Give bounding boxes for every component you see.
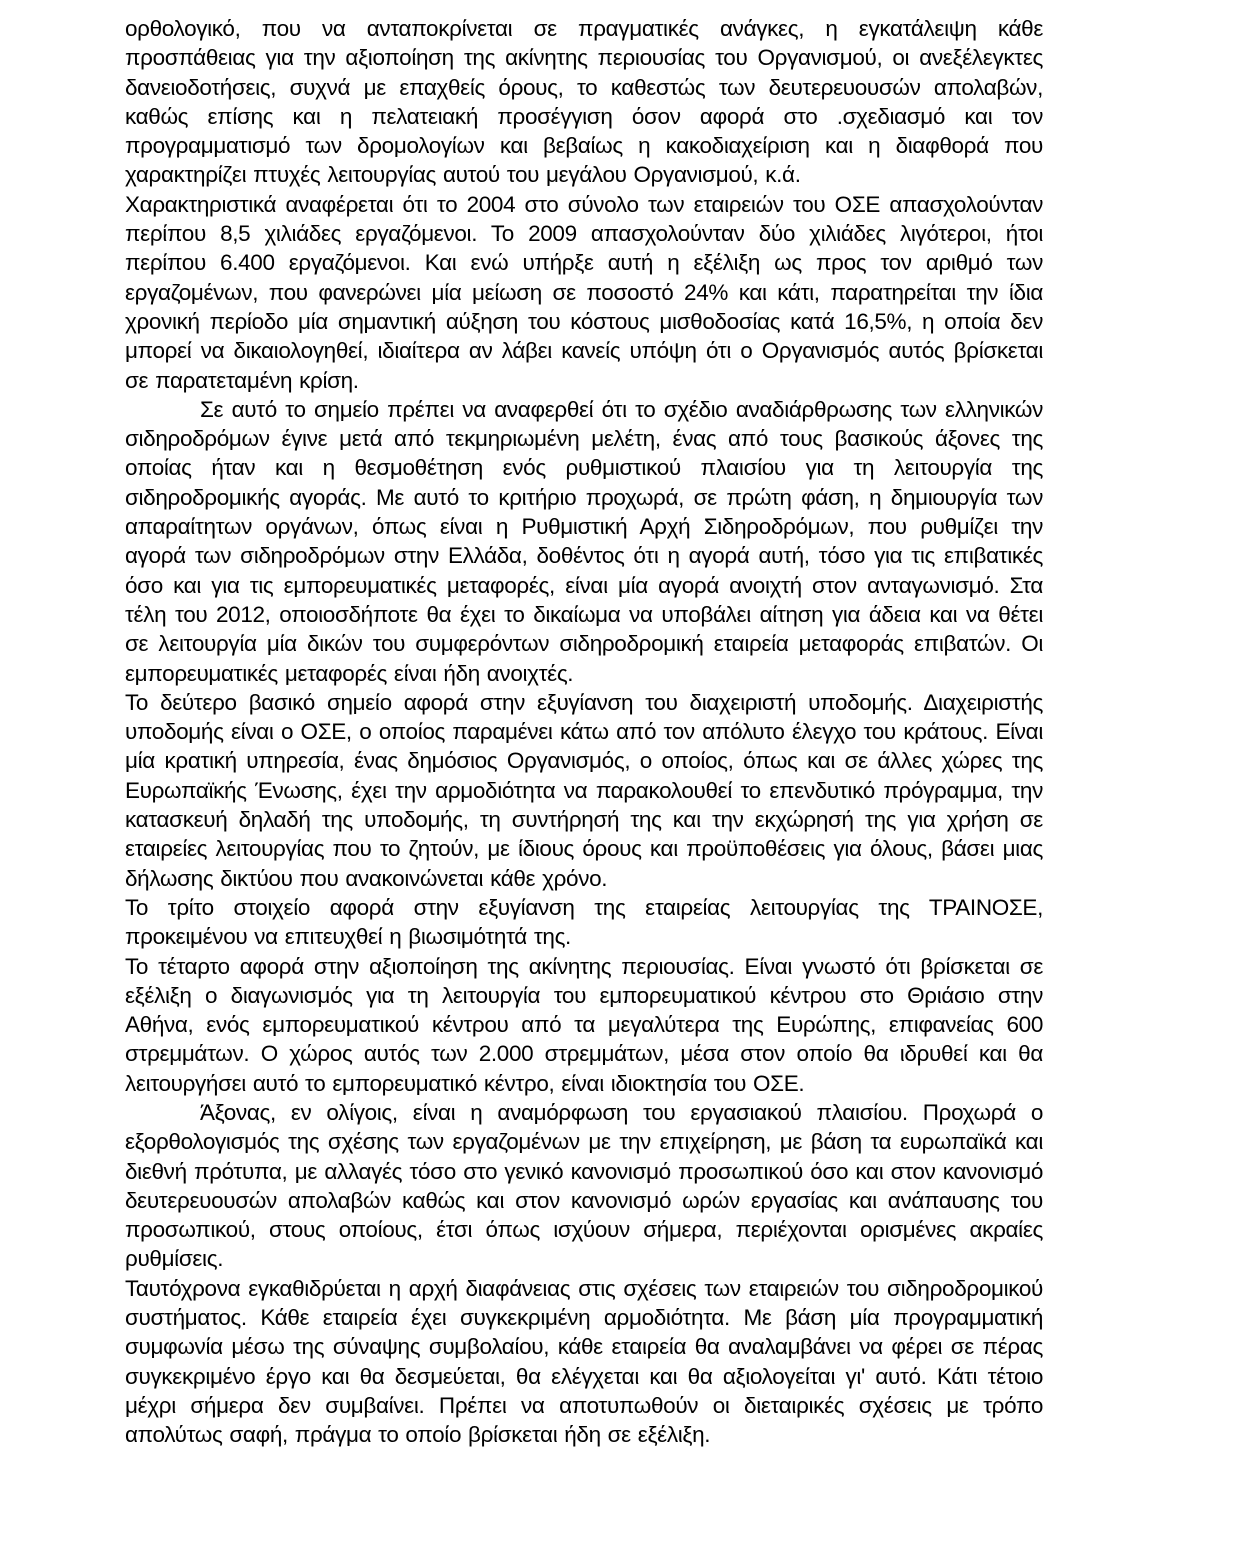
paragraph-labor-framework: Άξονας, εν ολίγοις, είναι η αναμόρφωση του εργασιακού πλαισίου. Προχωρά ο εξορθολογισμός της σχέσης των εργαζομένων με την επιχείρηση, με βάση τα ευρωπαϊκά και διεθνή πρότυπα, με αλλαγές τόσο στο γενικό κανονισμό προσωπικού όσο και στον κανονισμό δευτερευουσών απολαβών καθώς και στον κανονισμό ωρών εργασίας και ανάπαυσης του προσωπικού, στους οποίους, έτσι όπως ισχύουν σήμερα, περιέχονται ορισμένες ακραίες ρυθμίσεις.: [125, 1099, 1043, 1272]
paragraph-infrastructure-manager: Το δεύτερο βασικό σημείο αφορά στην εξυγίανση του διαχειριστή υποδομής. Διαχειριστής υποδομής είναι ο ΟΣΕ, ο οποίος παραμένει κάτω από τον απόλυτο έλεγχο του κράτους. Είναι μία κρατική υπηρεσία, ένας δημόσιος Οργανισμός, ο οποίος, όπως και σε άλλες χώρες της Ευρωπαϊκής Ένωσης, έχει την αρμοδιότητα να παρακολουθεί το επενδυτικό πρόγραμμα, την κατασκευή δηλαδή της υποδομής, τη συντήρησή της και την εκχώρησή της για χρήση σε εταιρείες λειτουργίας που το ζητούν, με ίδιους όρους και προϋποθέσεις για όλους, βάσει μιας δήλωσης δικτύου που ανακοινώνεται κάθε χρόνο.: [125, 689, 1043, 891]
document-page: [125, 14, 1043, 1450]
paragraph-continuation-ose-problems: ορθολογικό, που να ανταποκρίνεται σε πραγματικές ανάγκες, η εγκατάλειψη κάθε προσπάθειας για την αξιοποίηση της ακίνητης περιουσίας του Οργανισμού, οι ανεξέλεγκτες δανειοδοτήσεις, συχνά με επαχθείς όρους, το καθεστώς των δευτερευουσών απολαβών, καθώς επίσης και η πελατειακή προσέγγιση όσον αφορά στο .σχεδιασμό και τον προγραμματισμό των δρομολογίων και βεβαίως η κακοδιαχείριση και η διαφθορά που χαρακτηρίζει πτυχές λειτουργίας αυτού του μεγάλου Οργανισμού, κ.ά.: [125, 16, 1043, 188]
paragraph-restructuring-plan: Σε αυτό το σημείο πρέπει να αναφερθεί ότι το σχέδιο αναδιάρθρωσης των ελληνικών σιδηροδρόμων έγινε μετά από τεκμηριωμένη μελέτη, ένας από τους βασικούς άξονες της οποίας ήταν και η θεσμοθέτηση ενός ρυθμιστικού πλαισίου για τη λειτουργία της σιδηροδρομικής αγοράς. Με αυτό το κριτήριο προχωρά, σε πρώτη φάση, η δημιουργία των απαραίτητων οργάνων, όπως είναι η Ρυθμιστική Αρχή Σιδηροδρόμων, που ρυθμίζει την αγορά των σιδηροδρόμων στην Ελλάδα, δοθέντος ότι η αγορά αυτή, τόσο για τις επιβατικές όσο και για τις εμπορευματικές μεταφορές, είναι μία αγορά ανοιχτή στον ανταγωνισμό. Στα τέλη του 2012, οποιοσδήποτε θα έχει το δικαίωμα να υποβάλει αίτηση για άδεια και να θέτει σε λειτουργία μία δικών του συμφερόντων σιδηροδρομική εταιρεία μεταφοράς επιβατών. Οι εμπορευματικές μεταφορές είναι ήδη ανοιχτές.: [125, 396, 1043, 686]
paragraph-employment-figures: Χαρακτηριστικά αναφέρεται ότι το 2004 στο σύνολο των εταιρειών του ΟΣΕ απασχολούνταν περίπου 8,5 χιλιάδες εργαζόμενοι. Το 2009 απασχολούνταν δύο χιλιάδες λιγότεροι, ήτοι περίπου 6.400 εργαζόμενοι. Και ενώ υπήρξε αυτή η εξέλιξη ως προς τον αριθμό των εργαζομένων, που φανερώνει μία μείωση σε ποσοστό 24% και κάτι, παρατηρείται την ίδια χρονική περίοδο μία σημαντική αύξηση του κόστους μισθοδοσίας κατά 16,5%, η οποία δεν μπορεί να δικαιολογηθεί, ιδιαίτερα αν λάβει κανείς υπόψη ότι ο Οργανισμός αυτός βρίσκεται σε παρατεταμένη κρίση.: [125, 191, 1043, 393]
paragraph-transparency: Ταυτόχρονα εγκαθιδρύεται η αρχή διαφάνειας στις σχέσεις των εταιρειών του σιδηροδρομικού συστήματος. Κάθε εταιρεία έχει συγκεκριμένη αρμοδιότητα. Με βάση μία προγραμματική συμφωνία μέσω της σύναψης συμβολαίου, κάθε εταιρεία θα αναλαμβάνει να φέρει σε πέρας συγκεκριμένο έργο και θα δεσμεύεται, θα ελέγχεται και θα αξιολογείται γι' αυτό. Κάτι τέτοιο μέχρι σήμερα δεν συμβαίνει. Πρέπει να αποτυπωθούν οι διεταιρικές σχέσεις με τρόπο απολύτως σαφή, πράγμα το οποίο βρίσκεται ήδη σε εξέλιξη.: [125, 1275, 1043, 1448]
paragraph-trainose: Το τρίτο στοιχείο αφορά στην εξυγίανση της εταιρείας λειτουργίας της ΤΡΑΙΝΟΣΕ, προκειμένου να επιτευχθεί η βιωσιμότητά της.: [125, 894, 1043, 950]
paragraph-real-estate: Το τέταρτο αφορά στην αξιοποίηση της ακίνητης περιουσίας. Είναι γνωστό ότι βρίσκεται σε εξέλιξη ο διαγωνισμός για τη λειτουργία του εμπορευματικού κέντρου στο Θριάσιο στην Αθήνα, ενός εμπορευματικού κέντρου από τα μεγαλύτερα της Ευρώπης, επιφανείας 600 στρεμμάτων. Ο χώρος αυτός των 2.000 στρεμμάτων, μέσα στον οποίο θα ιδρυθεί και θα λειτουργήσει αυτό το εμπορευματικό κέντρο, είναι ιδιοκτησία του ΟΣΕ.: [125, 953, 1043, 1096]
